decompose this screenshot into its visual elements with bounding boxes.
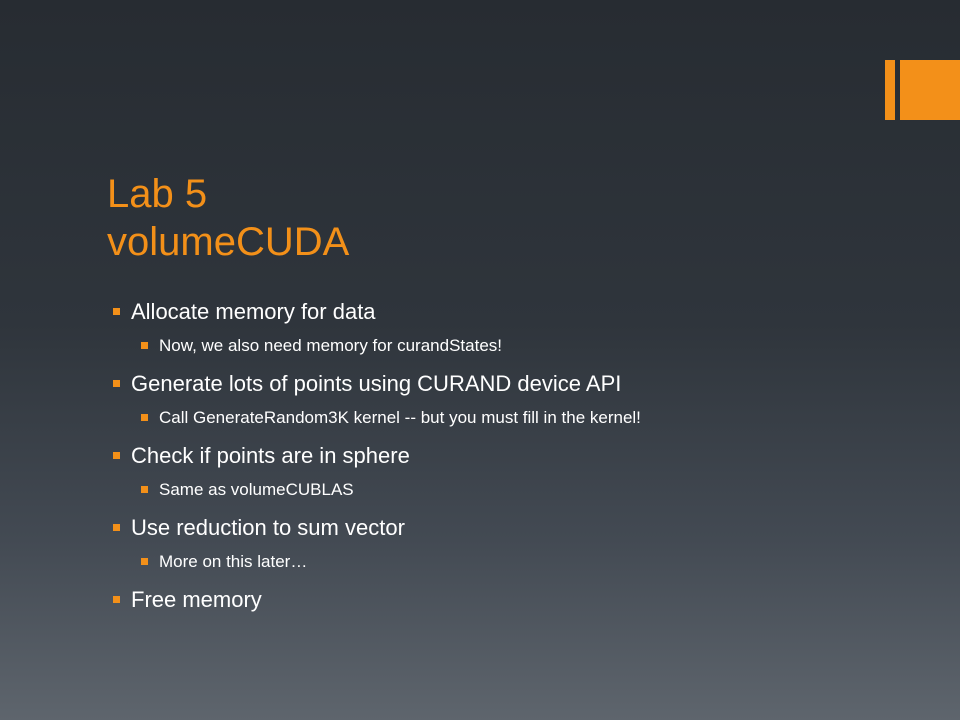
bullet-list [112,296,912,620]
title-line-1: Lab 5 [107,172,208,216]
bullet-item [112,584,912,620]
bullet-square-icon [141,558,148,565]
bullet-item [112,512,912,548]
bullet-square-icon [113,380,120,387]
bullet-text: Use reduction to sum vector [131,515,405,540]
bullet-text: Generate lots of points using CURAND device API [131,371,622,396]
slide-title [107,170,867,266]
bullet-item [112,368,912,404]
sub-bullet-text: More on this later… [159,552,308,571]
sub-bullet-item [112,404,912,440]
bullet-text: Check if points are in sphere [131,443,410,468]
bullet-square-icon [141,414,148,421]
bullet-square-icon [113,524,120,531]
bullet-square-icon [141,342,148,349]
bullet-text: Free memory [131,587,262,612]
sub-bullet-item [112,332,912,368]
accent-bar-thin [885,60,895,120]
sub-bullet-text: Same as volumeCUBLAS [159,480,354,499]
bullet-square-icon [113,596,120,603]
bullet-text: Allocate memory for data [131,299,376,324]
bullet-square-icon [113,452,120,459]
sub-bullet-text: Now, we also need memory for curandStates! [159,336,502,355]
bullet-item [112,440,912,476]
bullet-square-icon [141,486,148,493]
bullet-square-icon [113,308,120,315]
sub-bullet-item [112,548,912,584]
sub-bullet-item [112,476,912,512]
sub-bullet-text: Call GenerateRandom3K kernel -- but you must fill in the kernel! [159,408,641,427]
bullet-item [112,296,912,332]
title-line-2: volumeCUDA [107,220,350,264]
accent-bar-thick [900,60,960,120]
